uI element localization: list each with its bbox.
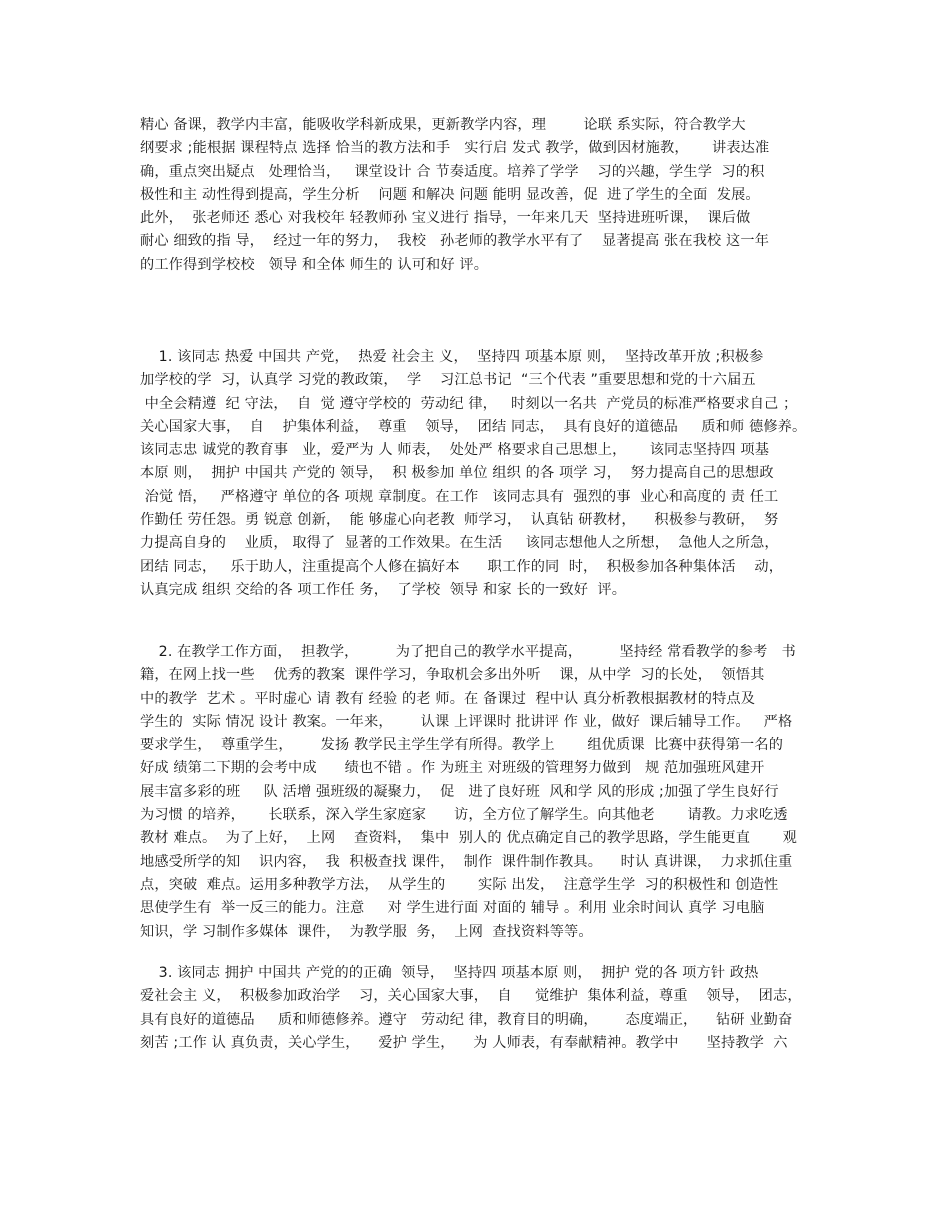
text-line: 团结 同志， 乐于助人，注重提高个人修在搞好本 职工作的同 时， 积极参加各种集体活 动， — [140, 558, 784, 575]
text-line: 纲要求 ;能根据 课程特点 选择 恰当的教方法和手 实行启 发式 教学，做到因材施教， 讲表达准 — [140, 140, 770, 157]
text-line: 精心 备课，教学内丰富，能吸收学科新成果，更新教学内容，理 论联 系实际，符合教学大 — [140, 117, 746, 133]
text-line: 好成 绩第二下期的会考中成 绩也不错 。作 为班主 对班级的管理努力做到 规 范加强班风建开 — [140, 760, 765, 777]
text-line: 治觉 悟， 严格遵守 单位的各 项规 章制度。在工作 该同志具有 强烈的事 业心和高度的 责 任工 — [140, 488, 779, 505]
text-line: 1. 该同志 热爱 中国共 产党， 热爱 社会主 义， 坚持四 项基本原 则， 坚持改革开放 ;积极参 — [140, 349, 764, 365]
text-line: 加学校的学 习，认真学 习党的教政策， 学 习江总书记 “三个代表 ”重要思想和党的十六届五 — [140, 372, 756, 389]
text-line: 认真完成 组织 交给的各 项工作任 务， 了学校 领导 和家 长的一致好 评。 — [140, 581, 627, 598]
text-line: 籍，在网上找一些 优秀的教案 课件学习，争取机会多出外听 课，从中学 习的长处， 领悟其 — [140, 667, 765, 684]
text-line: 要求学生， 尊重学生， 发扬 教学民主学生学有所得。教学上 组优质课 比赛中获得第一名的 — [140, 737, 784, 754]
text-line: 此外， 张老师还 悉心 对我校年 轻教师孙 宝义进行 指导，一年来几天 坚持进班听课， 课后做 — [140, 210, 751, 227]
paragraph-item-3 — [140, 962, 812, 1055]
text-line: 爱社会主 义， 积极参加政治学 习，关心国家大事， 自 觉维护 集体利益，尊重 领导， 团志， — [140, 988, 802, 1005]
text-line: 的工作得到学校校 领导 和全体 师生的 认可和好 评。 — [140, 256, 489, 273]
text-line: 地感受所学的知 识内容， 我 积极查找 课件， 制作 课件制作教具。 时认 真讲课， 力求抓住重 — [140, 853, 793, 870]
text-line: 具有良好的道德品 质和师德修养。遵守 劳动纪 律，教育目的明确， 态度端正， 钻研 业勤奋 — [140, 1011, 793, 1028]
text-line: 耐心 细致的指 导， 经过一年的努力， 我校 孙老师的教学水平有了 显著提高 张在我校 这一年 — [140, 233, 770, 250]
text-line: 教材 难点。 为了上好， 上网 查资料， 集中 别人的 优点确定自己的教学思路，学生能更直 观 — [140, 830, 798, 847]
text-line: 该同志忠 诚党的教育事 业，爱严为 人 师表， 处处严 格要求自己思想上， 该同志坚持四 项基 — [140, 442, 770, 459]
text-line: 确，重点突出疑点 处理恰当， 课堂设计 合 节奏适度。培养了学学 习的兴趣，学生学 习的积 — [140, 163, 765, 180]
text-line: 2. 在教学工作方面， 担教学， 为了把自己的教学水平提高， 坚持经 常看教学的参考 书 — [140, 644, 796, 660]
text-line: 极性和主 动性得到提高，学生分析 问题 和解决 问题 能明 显改善，促 进了学生的全面 发展。 — [140, 186, 760, 203]
paragraph-intro — [140, 114, 812, 277]
text-line: 本原 则， 拥护 中国共 产党的 领导， 积 极参加 单位 组织 的各 项学 习， 努力提高自己的思想政 — [140, 465, 774, 482]
text-line: 知识，学 习制作多媒体 课件， 为教学服 务， 上网 查找资料等等。 — [140, 923, 593, 940]
text-line: 3. 该同志 拥护 中国共 产党的的正确 领导， 坚持四 项基本原 则， 拥护 党的各 项方针 政热 — [140, 965, 759, 981]
text-line: 刻苦 ;工作 认 真负责，关心学生， 爱护 学生， 为 人师表，有奉献精神。教学中 坚持教学 六 — [140, 1034, 788, 1051]
paragraph-item-2 — [140, 641, 812, 944]
text-line: 中全会精遵 纪 守法， 自 觉 遵守学校的 劳动纪 律， 时刻以一名共 产党员的标准严格要求自己 ； — [140, 395, 798, 412]
text-line: 力提高自身的 业质， 取得了 显著的工作效果。在生活 该同志想他人之所想， 急他人之所急， — [140, 535, 779, 552]
text-line: 为习惯 的培养， 长联系，深入学生家庭家 访，全方位了解学生。向其他老 请教。力求吃透 — [140, 807, 788, 824]
text-line: 中的教学 艺术 。平时虚心 请 教有 经验 的老 师。在 备课过 程中认 真分析教根据教材的特点及 — [140, 690, 756, 707]
text-line: 展丰富多彩的班 队 活增 强班级的凝聚力， 促 进了良好班 风和学 风的形成 ;加强了学生良好行 — [140, 783, 779, 800]
paragraph-item-1 — [140, 346, 812, 602]
text-line: 点，突破 难点。运用多种教学方法， 从学生的 实际 出发， 注意学生学 习的积极性和 创造性 — [140, 876, 779, 893]
text-line: 作勤任 劳任怨。勇 锐意 创新， 能 够虚心向老教 师学习， 认真钻 研教材， 积极参与教研， 努 — [140, 512, 779, 529]
text-line: 学生的 实际 情况 设计 教案。一年来， 认课 上评课时 批讲评 作 业，做好 课后辅导工作。 严格 — [140, 713, 793, 730]
text-line: 关心国家大事， 自 护集体利益， 尊重 领导， 团结 同志， 具有良好的道德品 质和师 德修养。 — [140, 418, 807, 435]
text-line: 思使学生有 举一反三的能力。注意 对 学生进行面 对面的 辅导 。利用 业余时间认 真学 习电脑 — [140, 900, 765, 917]
